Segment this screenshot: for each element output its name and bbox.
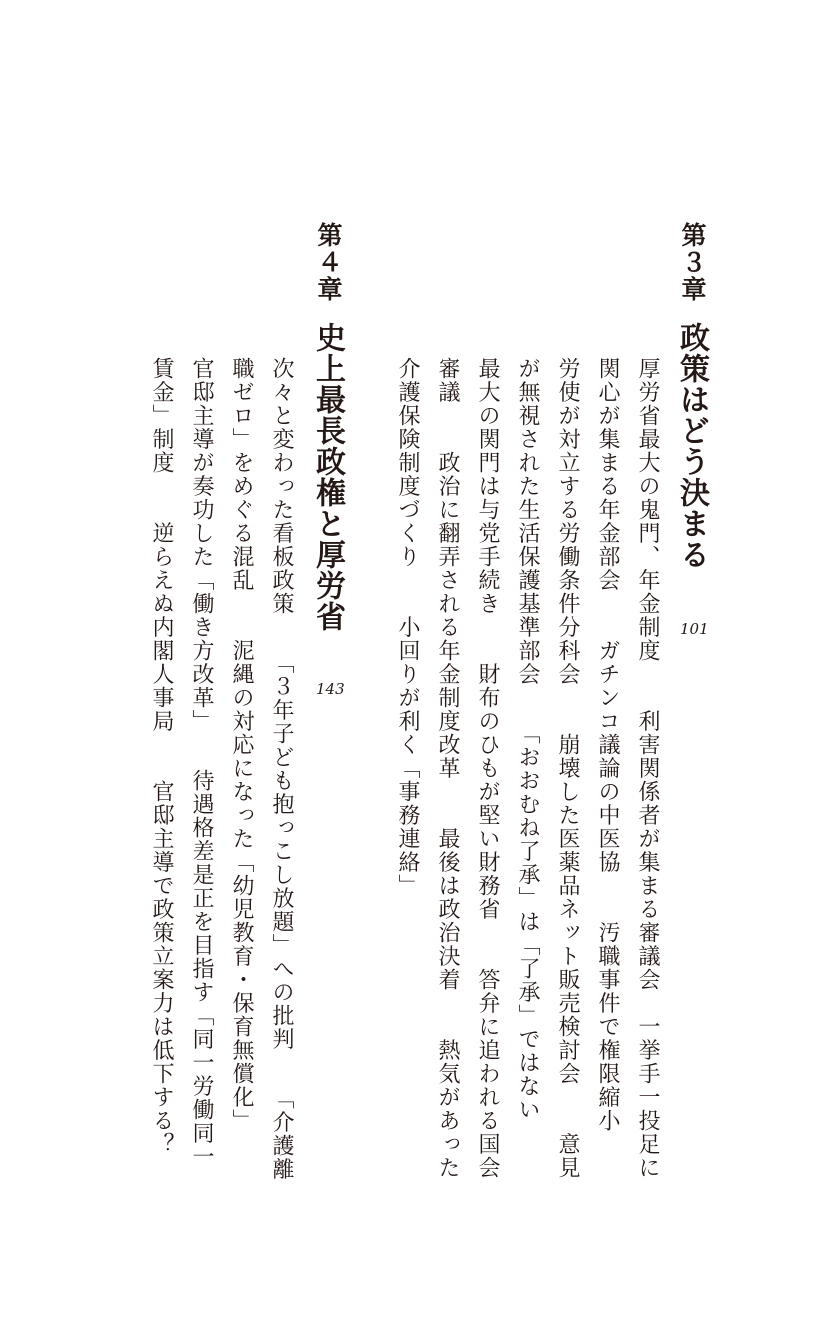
summary-line: 労使が対立する労働条件分科会 崩壊した医薬品ネット販売検討会 意見	[555, 357, 580, 1180]
summary-line: 官邸主導が奏功した「働き方改革」 待遇格差是正を目指す「同一労働同一	[189, 357, 214, 1169]
summary-line: 賃金」制度 逆らえぬ内閣人事局 官邸主導で政策立案力は低下する？	[149, 357, 174, 1156]
page-number: 101	[680, 620, 709, 638]
summary-line: 介護保険制度づくり 小回りが利く「事務連絡」	[395, 357, 420, 898]
chapter-label: 第４章	[314, 222, 343, 303]
summary-line: 審議 政治に翻弄される年金制度改革 最後は政治決着 熱気があった	[435, 357, 460, 1180]
chapter-label: 第３章	[678, 222, 707, 303]
chapter-title: 政策はどう決まる	[674, 322, 709, 570]
summary-line: 次々と変わった看板政策 「３年子ども抱っこし放題」への批判 「介護離	[269, 357, 294, 1181]
chapter-title: 史上最長政権と厚労省	[310, 322, 345, 632]
summary-line: 関心が集まる年金部会 ガチンコ議論の中医協 汚職事件で権限縮小	[595, 357, 620, 1133]
summary-line: が無視された生活保護基準部会 「おおむね了承」は「了承」ではない	[515, 357, 540, 1122]
summary-line: 最大の関門は与党手続き 財布のひもが堅い財務省 答弁に追われる国会	[475, 357, 500, 1180]
summary-line: 職ゼロ」をめぐる混乱 泥縄の対応になった「幼児教育・保育無償化」	[229, 357, 254, 1133]
summary-line: 厚労省最大の鬼門、年金制度 利害関係者が集まる審議会 一挙手一投足に	[635, 357, 660, 1180]
page-number: 143	[316, 680, 345, 698]
